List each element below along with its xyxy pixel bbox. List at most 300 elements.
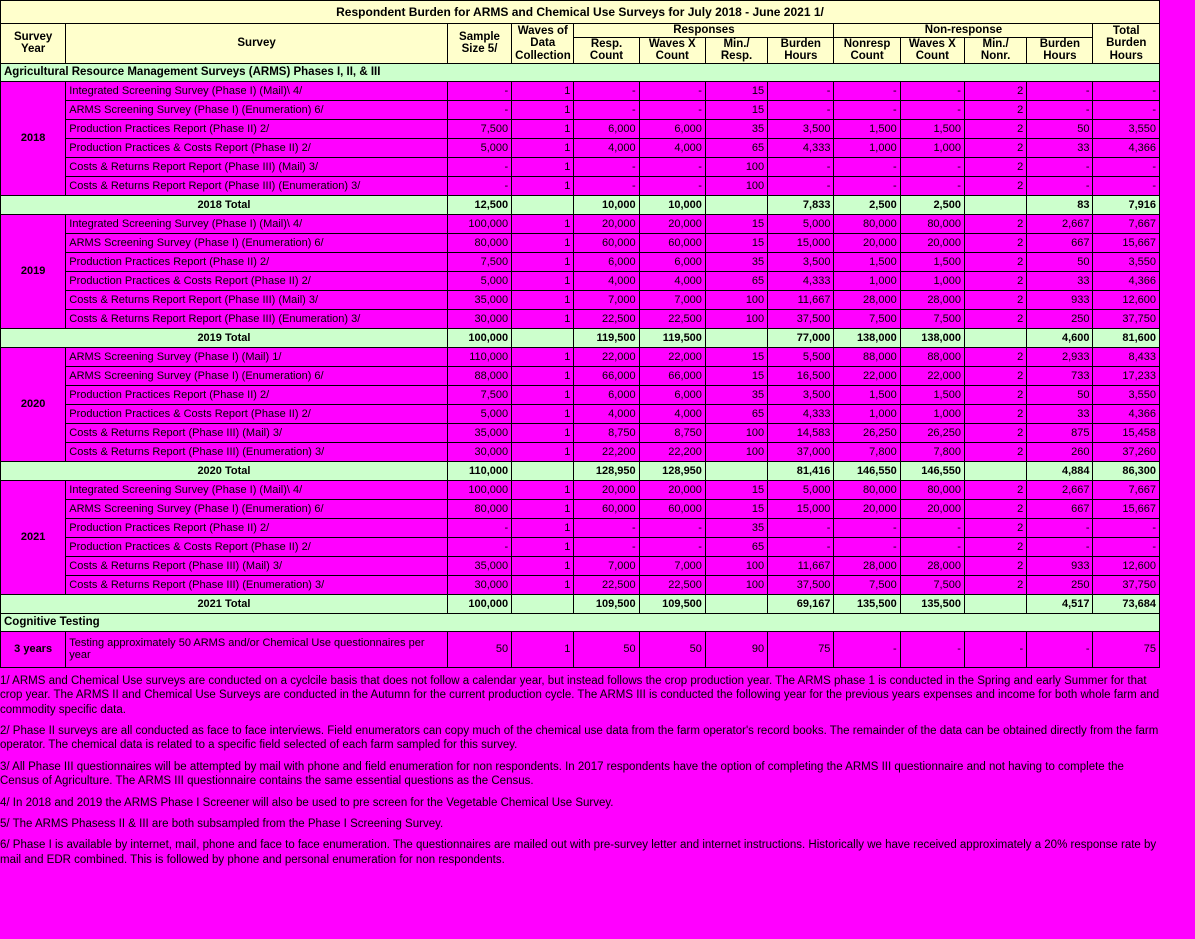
year-cell-2019: 2019 xyxy=(1,214,66,328)
burden-hours: 37,500 xyxy=(768,575,834,594)
resp-count: - xyxy=(574,537,639,556)
header-survey: Survey xyxy=(66,24,448,64)
waves-x-count: 22,200 xyxy=(639,442,705,461)
table-row xyxy=(1,385,1160,404)
min-per-resp: 65 xyxy=(705,138,767,157)
nonresp-count: 88,000 xyxy=(834,347,900,366)
survey-name: Costs & Returns Report (Phase III) (Enumeration) 3/ xyxy=(66,575,448,594)
sample-size: - xyxy=(447,81,511,100)
waves-x-count: 4,000 xyxy=(639,271,705,290)
resp-count: - xyxy=(574,518,639,537)
table-row xyxy=(1,309,1160,328)
nonresp-waves-x-count-total: 146,550 xyxy=(900,461,964,480)
footnote-6: 6/ Phase I is available by internet, mail, phone and face to face enumeration. The questionnaires are mailed out with pre-survey letter and internet instructions. Historically we have received approximately a 20% response rate by mail and EDR combined. This is followed by phone and personal enumeration for non respondents. xyxy=(0,839,1157,866)
survey-name: Production Practices Report (Phase II) 2/ xyxy=(66,252,448,271)
total-burden-hours: 75 xyxy=(1093,631,1160,667)
burden-hours: 5,000 xyxy=(768,214,834,233)
waves-x-count: - xyxy=(639,81,705,100)
header-resp-count: Resp. Count xyxy=(574,37,639,63)
waves-x-count: - xyxy=(639,157,705,176)
nonresp-waves-x-count: 7,500 xyxy=(900,309,964,328)
waves-x-count: 20,000 xyxy=(639,480,705,499)
header-sample-size: Sample Size 5/ xyxy=(447,24,511,64)
table-row xyxy=(1,347,1160,366)
min-per-nonresp: 2 xyxy=(964,138,1026,157)
nonresp-count: 1,000 xyxy=(834,271,900,290)
min-per-nonresp: 2 xyxy=(964,499,1026,518)
waves: 1 xyxy=(512,423,574,442)
section-label: Agricultural Resource Management Surveys (ARMS) Phases I, II, & III xyxy=(1,63,1160,81)
nonresp-count: 22,000 xyxy=(834,366,900,385)
table-row xyxy=(1,537,1160,556)
min-per-resp: 100 xyxy=(705,290,767,309)
burden-hours: 5,000 xyxy=(768,480,834,499)
total-burden-hours: 37,750 xyxy=(1093,309,1160,328)
footnote-2: 2/ Phase II surveys are all conducted as face to face interviews. Field enumerators can copy much of the chemical use data from the farm operator's record books. The remainder of the data can be obtained directly from the farm operator. The chemical data is related to a specific field selected of each farm sampled for this survey. xyxy=(0,725,1159,752)
min-per-resp: 15 xyxy=(705,214,767,233)
waves: 1 xyxy=(512,480,574,499)
sample-size: - xyxy=(447,157,511,176)
total-burden-hours: - xyxy=(1093,518,1160,537)
burden-hours: - xyxy=(768,518,834,537)
survey-name: Integrated Screening Survey (Phase I) (Mail)\ 4/ xyxy=(66,480,448,499)
total-burden-hours: 37,750 xyxy=(1093,575,1160,594)
total-burden-hours: - xyxy=(1093,81,1160,100)
table-row xyxy=(1,556,1160,575)
sample-size: 88,000 xyxy=(447,366,511,385)
table-row xyxy=(1,252,1160,271)
sample-size: - xyxy=(447,100,511,119)
section-label: Cognitive Testing xyxy=(1,613,1160,631)
nonresp-burden-hours: - xyxy=(1027,100,1093,119)
nonresp-burden-hours-total: 4,884 xyxy=(1027,461,1093,480)
total-burden-hours: - xyxy=(1093,157,1160,176)
total-burden-hours: 4,366 xyxy=(1093,404,1160,423)
min-per-resp: 15 xyxy=(705,81,767,100)
min-per-nonresp: 2 xyxy=(964,157,1026,176)
sample-size-total: 12,500 xyxy=(447,195,511,214)
survey-name: Production Practices Report (Phase II) 2/ xyxy=(66,119,448,138)
burden-hours-total: 77,000 xyxy=(768,328,834,347)
nonresp-count-total: 146,550 xyxy=(834,461,900,480)
waves: 1 xyxy=(512,499,574,518)
waves-x-count: - xyxy=(639,537,705,556)
burden-hours: - xyxy=(768,176,834,195)
waves: 1 xyxy=(512,556,574,575)
total-burden-hours: 17,233 xyxy=(1093,366,1160,385)
min-per-nonresp: 2 xyxy=(964,556,1026,575)
burden-hours: 15,000 xyxy=(768,499,834,518)
waves-x-count: - xyxy=(639,176,705,195)
total-burden-hours-total: 73,684 xyxy=(1093,594,1160,613)
waves: 1 xyxy=(512,252,574,271)
sample-size-total: 100,000 xyxy=(447,594,511,613)
nonresp-count: 1,000 xyxy=(834,138,900,157)
waves-x-count: 60,000 xyxy=(639,499,705,518)
burden-hours: 75 xyxy=(768,631,834,667)
nonresp-count: 7,500 xyxy=(834,575,900,594)
burden-hours: - xyxy=(768,100,834,119)
min-per-resp: 100 xyxy=(705,176,767,195)
table-row xyxy=(1,81,1160,100)
total-burden-hours: 7,667 xyxy=(1093,214,1160,233)
min-per-resp: 100 xyxy=(705,556,767,575)
waves-x-count: 66,000 xyxy=(639,366,705,385)
min-per-resp: 65 xyxy=(705,537,767,556)
resp-count: 6,000 xyxy=(574,119,639,138)
nonresp-burden-hours: 33 xyxy=(1027,271,1093,290)
min-per-resp: 65 xyxy=(705,271,767,290)
table-row xyxy=(1,138,1160,157)
survey-name: ARMS Screening Survey (Phase I) (Mail) 1/ xyxy=(66,347,448,366)
waves-x-count: 6,000 xyxy=(639,385,705,404)
table-row xyxy=(1,119,1160,138)
sample-size: 35,000 xyxy=(447,290,511,309)
page-title: Respondent Burden for ARMS and Chemical Use Surveys for July 2018 - June 2021 1/ xyxy=(1,1,1160,24)
resp-count: 22,000 xyxy=(574,347,639,366)
survey-name: Costs & Returns Report (Phase III) (Mail) 3/ xyxy=(66,423,448,442)
burden-hours: - xyxy=(768,157,834,176)
waves: 1 xyxy=(512,100,574,119)
min-per-nonresp-total xyxy=(964,195,1026,214)
sample-size: 80,000 xyxy=(447,499,511,518)
nonresp-count-total: 2,500 xyxy=(834,195,900,214)
min-per-nonresp: 2 xyxy=(964,81,1026,100)
waves-x-count: 22,500 xyxy=(639,575,705,594)
waves: 1 xyxy=(512,385,574,404)
sample-size: 7,500 xyxy=(447,119,511,138)
table-row xyxy=(1,157,1160,176)
nonresp-waves-x-count: - xyxy=(900,518,964,537)
survey-name: Integrated Screening Survey (Phase I) (Mail)\ 4/ xyxy=(66,81,448,100)
nonresp-burden-hours: 33 xyxy=(1027,138,1093,157)
total-burden-hours: - xyxy=(1093,100,1160,119)
total-burden-hours: 7,667 xyxy=(1093,480,1160,499)
resp-count: 60,000 xyxy=(574,499,639,518)
nonresp-waves-x-count-total: 2,500 xyxy=(900,195,964,214)
min-per-nonresp: 2 xyxy=(964,233,1026,252)
nonresp-count: 80,000 xyxy=(834,214,900,233)
waves-x-count: 50 xyxy=(639,631,705,667)
resp-count: 22,200 xyxy=(574,442,639,461)
burden-hours: 5,500 xyxy=(768,347,834,366)
nonresp-burden-hours: - xyxy=(1027,81,1093,100)
min-per-nonresp: 2 xyxy=(964,252,1026,271)
min-per-nonresp: - xyxy=(964,631,1026,667)
header-burden-hours: Burden Hours xyxy=(768,37,834,63)
table-row xyxy=(1,176,1160,195)
min-per-nonresp: 2 xyxy=(964,404,1026,423)
nonresp-count: 26,250 xyxy=(834,423,900,442)
min-per-nonresp: 2 xyxy=(964,537,1026,556)
sample-size: 5,000 xyxy=(447,138,511,157)
year-total-label: 2020 Total xyxy=(1,461,448,480)
burden-hours: 11,667 xyxy=(768,290,834,309)
total-burden-hours: 15,667 xyxy=(1093,233,1160,252)
nonresp-burden-hours: 667 xyxy=(1027,499,1093,518)
resp-count: 4,000 xyxy=(574,138,639,157)
sample-size: 5,000 xyxy=(447,271,511,290)
resp-count: 6,000 xyxy=(574,252,639,271)
min-per-resp: 100 xyxy=(705,157,767,176)
sample-size: 30,000 xyxy=(447,575,511,594)
footnote-1: 1/ ARMS and Chemical Use surveys are conducted on a cyclcile basis that does not follow a calendar year, but instead follows the crop production year. The ARMS phase 1 is conducted in the Spring and early Summer for that crop year. The ARMS II and Chemical Use Surveys are conducted in the Autumn for the current production cycle. The ARMS III is conducted the following year for the previous years expenses and income for both whole farm and commodity specific data. xyxy=(0,674,1160,716)
min-per-nonresp-total xyxy=(964,594,1026,613)
nonresp-burden-hours: 2,933 xyxy=(1027,347,1093,366)
header-survey-year: Survey Year xyxy=(1,24,66,64)
resp-count: - xyxy=(574,176,639,195)
waves: 1 xyxy=(512,537,574,556)
nonresp-waves-x-count-total: 138,000 xyxy=(900,328,964,347)
burden-hours-total: 7,833 xyxy=(768,195,834,214)
burden-hours: 14,583 xyxy=(768,423,834,442)
waves: 1 xyxy=(512,366,574,385)
nonresp-burden-hours: - xyxy=(1027,157,1093,176)
nonresp-count: - xyxy=(834,176,900,195)
burden-hours: 37,000 xyxy=(768,442,834,461)
nonresp-burden-hours: 50 xyxy=(1027,385,1093,404)
nonresp-waves-x-count: 1,500 xyxy=(900,252,964,271)
sample-size-total: 110,000 xyxy=(447,461,511,480)
min-per-resp-total xyxy=(705,594,767,613)
nonresp-waves-x-count: 28,000 xyxy=(900,556,964,575)
resp-count: 22,500 xyxy=(574,309,639,328)
header-nonresp-waves-x-count: Waves X Count xyxy=(900,37,964,63)
waves-x-count: 22,000 xyxy=(639,347,705,366)
survey-name: ARMS Screening Survey (Phase I) (Enumeration) 6/ xyxy=(66,366,448,385)
survey-name: Costs & Returns Report (Phase III) (Mail) 3/ xyxy=(66,556,448,575)
total-burden-hours: 15,458 xyxy=(1093,423,1160,442)
min-per-resp: 35 xyxy=(705,119,767,138)
waves-x-count: 20,000 xyxy=(639,214,705,233)
nonresp-burden-hours: - xyxy=(1027,176,1093,195)
survey-name: Production Practices Report (Phase II) 2/ xyxy=(66,518,448,537)
min-per-resp-total xyxy=(705,195,767,214)
nonresp-count: 28,000 xyxy=(834,290,900,309)
nonresp-count: 1,500 xyxy=(834,385,900,404)
sample-size: 110,000 xyxy=(447,347,511,366)
year-cell-cognitive: 3 years xyxy=(1,631,66,667)
header-responses: Responses xyxy=(574,24,834,38)
min-per-resp: 15 xyxy=(705,347,767,366)
header-nonresp-count: Nonresp Count xyxy=(834,37,900,63)
resp-count: - xyxy=(574,157,639,176)
min-per-nonresp: 2 xyxy=(964,119,1026,138)
min-per-resp: 15 xyxy=(705,499,767,518)
nonresp-waves-x-count: - xyxy=(900,157,964,176)
footnote-3: 3/ All Phase III questionnaires will be attempted by mail with phone and field enumeration for non respondents. In 2017 respondents have the option of completing the ARMS III questionnaire and not having to complete the Census of Agriculture. The ARMS III questionnaire contains the same essential questions as the Census. xyxy=(0,760,1124,788)
total-burden-hours: 12,600 xyxy=(1093,290,1160,309)
waves-x-count: 6,000 xyxy=(639,252,705,271)
min-per-resp-total xyxy=(705,461,767,480)
burden-hours: 3,500 xyxy=(768,252,834,271)
resp-count-total: 10,000 xyxy=(574,195,639,214)
burden-hours: 4,333 xyxy=(768,404,834,423)
header-min-resp: Min./ Resp. xyxy=(705,37,767,63)
nonresp-count: 1,500 xyxy=(834,252,900,271)
section-header-cognitive-testing xyxy=(1,613,1160,631)
survey-name: Costs & Returns Report Report (Phase III) (Enumeration) 3/ xyxy=(66,309,448,328)
sample-size: - xyxy=(447,537,511,556)
min-per-nonresp: 2 xyxy=(964,423,1026,442)
waves-x-count: 7,000 xyxy=(639,290,705,309)
min-per-resp: 15 xyxy=(705,233,767,252)
burden-hours: 4,333 xyxy=(768,271,834,290)
waves-x-count-total: 109,500 xyxy=(639,594,705,613)
min-per-nonresp: 2 xyxy=(964,347,1026,366)
nonresp-count: 28,000 xyxy=(834,556,900,575)
nonresp-waves-x-count: - xyxy=(900,631,964,667)
header-waves-x-count: Waves X Count xyxy=(639,37,705,63)
min-per-nonresp: 2 xyxy=(964,100,1026,119)
nonresp-count: 1,000 xyxy=(834,404,900,423)
waves: 1 xyxy=(512,290,574,309)
sample-size: 30,000 xyxy=(447,442,511,461)
total-burden-hours: 15,667 xyxy=(1093,499,1160,518)
nonresp-burden-hours: 250 xyxy=(1027,309,1093,328)
waves: 1 xyxy=(512,347,574,366)
survey-name: Costs & Returns Report (Phase III) (Enumeration) 3/ xyxy=(66,442,448,461)
nonresp-waves-x-count: 20,000 xyxy=(900,499,964,518)
waves: 1 xyxy=(512,214,574,233)
nonresp-count: - xyxy=(834,81,900,100)
header-nonresp-burden-hours: Burden Hours xyxy=(1027,37,1093,63)
survey-name: Costs & Returns Report Report (Phase III) (Mail) 3/ xyxy=(66,157,448,176)
nonresp-burden-hours: 33 xyxy=(1027,404,1093,423)
header-min-nonr: Min./ Nonr. xyxy=(964,37,1026,63)
burden-hours: - xyxy=(768,81,834,100)
waves: 1 xyxy=(512,404,574,423)
resp-count: 7,000 xyxy=(574,290,639,309)
resp-count: 20,000 xyxy=(574,214,639,233)
min-per-nonresp: 2 xyxy=(964,309,1026,328)
survey-name: Production Practices & Costs Report (Phase II) 2/ xyxy=(66,537,448,556)
nonresp-burden-hours: - xyxy=(1027,631,1093,667)
total-burden-hours: 3,550 xyxy=(1093,252,1160,271)
survey-name: ARMS Screening Survey (Phase I) (Enumeration) 6/ xyxy=(66,499,448,518)
min-per-resp-total xyxy=(705,328,767,347)
burden-hours: 16,500 xyxy=(768,366,834,385)
min-per-nonresp: 2 xyxy=(964,480,1026,499)
sample-size: 5,000 xyxy=(447,404,511,423)
nonresp-count-total: 135,500 xyxy=(834,594,900,613)
waves-total xyxy=(512,594,574,613)
min-per-resp: 100 xyxy=(705,423,767,442)
total-burden-hours: 4,366 xyxy=(1093,138,1160,157)
min-per-resp: 35 xyxy=(705,385,767,404)
table-row xyxy=(1,366,1160,385)
waves: 1 xyxy=(512,518,574,537)
table-row xyxy=(1,290,1160,309)
sample-size-total: 100,000 xyxy=(447,328,511,347)
resp-count-total: 128,950 xyxy=(574,461,639,480)
total-burden-hours: 12,600 xyxy=(1093,556,1160,575)
nonresp-burden-hours-total: 83 xyxy=(1027,195,1093,214)
footnotes xyxy=(0,674,1160,867)
burden-hours-total: 81,416 xyxy=(768,461,834,480)
nonresp-burden-hours: - xyxy=(1027,518,1093,537)
min-per-nonresp: 2 xyxy=(964,442,1026,461)
total-burden-hours-total: 7,916 xyxy=(1093,195,1160,214)
min-per-nonresp-total xyxy=(964,461,1026,480)
waves-x-count: 22,500 xyxy=(639,309,705,328)
header-total-burden-hours: Total Burden Hours xyxy=(1093,24,1160,64)
waves: 1 xyxy=(512,233,574,252)
nonresp-count: 7,800 xyxy=(834,442,900,461)
year-cell-2018: 2018 xyxy=(1,81,66,195)
min-per-resp: 100 xyxy=(705,442,767,461)
sample-size: 7,500 xyxy=(447,385,511,404)
year-total-label: 2018 Total xyxy=(1,195,448,214)
nonresp-waves-x-count: 7,500 xyxy=(900,575,964,594)
total-burden-hours-total: 86,300 xyxy=(1093,461,1160,480)
waves-x-count-total: 128,950 xyxy=(639,461,705,480)
nonresp-waves-x-count: 80,000 xyxy=(900,480,964,499)
waves-x-count: 8,750 xyxy=(639,423,705,442)
nonresp-count: 80,000 xyxy=(834,480,900,499)
resp-count: - xyxy=(574,81,639,100)
nonresp-burden-hours: 933 xyxy=(1027,556,1093,575)
table-row xyxy=(1,518,1160,537)
nonresp-waves-x-count: - xyxy=(900,537,964,556)
survey-name: Production Practices & Costs Report (Phase II) 2/ xyxy=(66,404,448,423)
nonresp-count: 20,000 xyxy=(834,499,900,518)
header-row-1 xyxy=(1,24,1160,38)
resp-count: 50 xyxy=(574,631,639,667)
waves-total xyxy=(512,195,574,214)
resp-count: 4,000 xyxy=(574,271,639,290)
waves-x-count: 7,000 xyxy=(639,556,705,575)
sample-size: 30,000 xyxy=(447,309,511,328)
table-row xyxy=(1,404,1160,423)
nonresp-waves-x-count: 1,000 xyxy=(900,271,964,290)
total-burden-hours: 8,433 xyxy=(1093,347,1160,366)
waves-x-count: 4,000 xyxy=(639,138,705,157)
min-per-nonresp: 2 xyxy=(964,575,1026,594)
sample-size: 100,000 xyxy=(447,214,511,233)
resp-count: - xyxy=(574,100,639,119)
header-waves: Waves of Data Collection xyxy=(512,24,574,64)
total-burden-hours: 4,366 xyxy=(1093,271,1160,290)
section-header-arms xyxy=(1,63,1160,81)
nonresp-waves-x-count: 26,250 xyxy=(900,423,964,442)
survey-name: ARMS Screening Survey (Phase I) (Enumeration) 6/ xyxy=(66,100,448,119)
sample-size: 7,500 xyxy=(447,252,511,271)
nonresp-burden-hours: 933 xyxy=(1027,290,1093,309)
burden-hours: 11,667 xyxy=(768,556,834,575)
survey-name: Costs & Returns Report Report (Phase III) (Mail) 3/ xyxy=(66,290,448,309)
table-row xyxy=(1,631,1160,667)
resp-count: 6,000 xyxy=(574,385,639,404)
waves: 1 xyxy=(512,631,574,667)
survey-name: Costs & Returns Report Report (Phase III) (Enumeration) 3/ xyxy=(66,176,448,195)
nonresp-count: 20,000 xyxy=(834,233,900,252)
total-burden-hours: 37,260 xyxy=(1093,442,1160,461)
min-per-nonresp: 2 xyxy=(964,290,1026,309)
min-per-resp: 35 xyxy=(705,518,767,537)
nonresp-waves-x-count-total: 135,500 xyxy=(900,594,964,613)
nonresp-waves-x-count: 20,000 xyxy=(900,233,964,252)
survey-name: Production Practices & Costs Report (Phase II) 2/ xyxy=(66,271,448,290)
waves: 1 xyxy=(512,138,574,157)
waves-x-count-total: 10,000 xyxy=(639,195,705,214)
total-burden-hours: 3,550 xyxy=(1093,119,1160,138)
survey-name: Integrated Screening Survey (Phase I) (Mail)\ 4/ xyxy=(66,214,448,233)
burden-hours-total: 69,167 xyxy=(768,594,834,613)
min-per-nonresp: 2 xyxy=(964,271,1026,290)
min-per-resp: 35 xyxy=(705,252,767,271)
table-row xyxy=(1,423,1160,442)
